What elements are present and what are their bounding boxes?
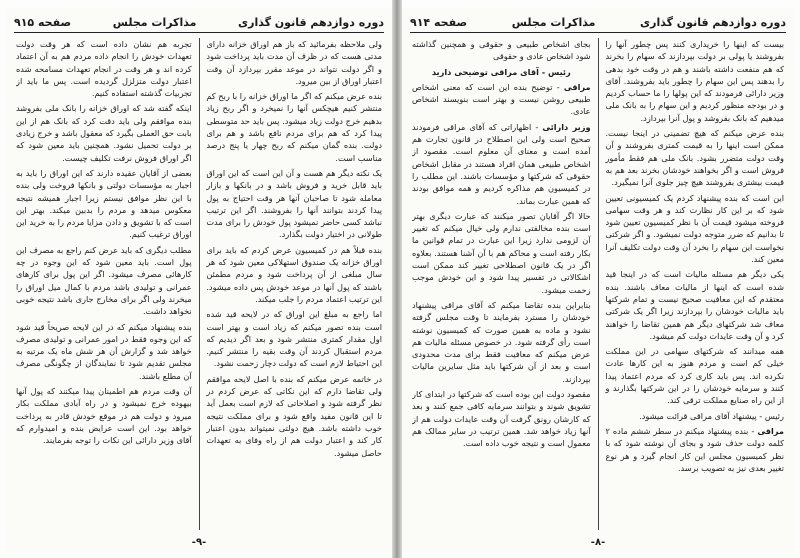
body-paragraph: اما راجع به مبلغ این اوراق که در لایحه قید شده است بنده تصور میکنم که زیاد است و بهتر است اول مقدار کمتری منتشر شود و بعد اگر دیدیم که مردم استقبال کردند آن وقت بقیه را منتشر کنیم. این احتیاط لازم است که دولت دچار زحمت نشود.	[206, 309, 382, 369]
body-paragraph: بنده پیشنهاد میکنم که در این لایحه صریحاً قید شود که این وجوه فقط در امور عمرانی و تولیدی مصرف خواهد شد و گزارش آن هر شش ماه یک مرتبه به مجلس تقدیم شود تا نمایندگان از چگونگی مصرف آن مطلع باشند.	[16, 321, 192, 381]
body-paragraph: بجای اشخاص طبیعی و حقوقی و همچنین گذاشته شود اشخاص عادی و حقوقی	[412, 39, 591, 62]
header-page-number: صفحه ۹۱۴	[410, 15, 468, 29]
speech-text: بنده پیشنهاد میکنم در سطر ششم ماده ۲ کلمه دولت حذف شود و بجای آن نوشته شود که با نظر کمیسیون مجلس این کار انجام گیرد و هر نوع تغییر بعدی نیز به تصویب برسد.	[605, 425, 784, 473]
body-paragraph: بنده عرض میکنم که هیچ تضمینی در اینجا نیست. ممکن است اینها را به قیمت کمتری بفروشند و آن وقت دولت متضرر بشود. بانک ملی هم فقط مأمور فروش است و اگر بخواهند خودشان بخرند بعد هم به قیمت بیشتری بفروشند هیچ چیز جلوی آنرا نمیگیرد.	[605, 128, 784, 188]
body-paragraph: در خاتمه عرض میکنم که بنده با اصل لایحه موافقم ولی تقاضا دارم که این نکاتی که عرض کردم در نظر گرفته شود و اصلاحاتی که لازم است بعمل آید تا این قانون مفید واقع شود و برای مملکت نتیجه خوب داشته باشد. هیچ دولتی نمیتواند بدون اعتبار کار کند و اعتبار دولت هم از راه وفای به تعهدات حاصل میشود.	[206, 373, 382, 458]
speaker-name: وزیر دارائی	[542, 121, 591, 132]
body-paragraph: یکی دیگر هم مسئله مالیات است که در اینجا قید شده است که اینها از مالیات معاف باشند. بنده معتقدم که این معافیت صحیح نیست و تمام شرکتها باید مالیات خودشان را بپردازند زیرا اگر یک شرکتی معاف شد شرکتهای دیگر هم همین تقاضا را خواهند کرد و آن وقت عایدات دولت کم میشود.	[605, 269, 784, 341]
header-title: مذاکرات مجلس	[112, 15, 197, 29]
body-paragraph: حالا اگر آقایان تصور میکنند که عبارت دیگری بهتر است بنده مخالفتی ندارم ولی خیال میکنم که تغییر آن لزومی ندارد زیرا این عبارت در تمام قوانین ما بکار رفته است و محاکم هم با آن آشنا هستند. بعلاوه اگر در یک قانون اصطلاحی تغییر کند ممکن است اشکالاتی در تفسیر پیدا شود و این خودش موجب زحمت میشود.	[412, 210, 591, 295]
header-title: مذاکرات مجلس	[511, 15, 596, 29]
page-body	[412, 38, 784, 530]
page-body	[16, 38, 382, 530]
header-series: دوره دوازدهم قانون گذاری	[238, 15, 384, 29]
text-column-left	[412, 38, 591, 530]
book-gutter	[392, 0, 402, 558]
speaker-name: مراقی	[757, 425, 784, 436]
body-paragraph: مطلب دیگری که باید عرض کنم راجع به مصرف این پول است. باید معین شود که این وجوه در چه کارهائی مصرف میشود. اگر این پول برای کارهای عمرانی و تولیدی باشد مردم با کمال میل اوراق را میخرند ولی اگر برای مخارج جاری باشد نتیجه خوبی نخواهد داشت.	[16, 244, 192, 317]
speaker-name: مراقی	[563, 81, 591, 92]
body-paragraph: ولی ملاحظه بفرمائید که باز هم اوراق خزانه دارای مدتی هست که در ظرف آن مدت باید پرداخت شود و اگر دولت نتواند در موعد مقرر بپردازد آن وقت اعتبار اوراق از بین میرود.	[206, 39, 382, 86]
speech-text: اظهاراتی که آقای مراقی فرمودند صحیح است ولی این اصطلاح در قانون تجارت هم آمده است و معنای آن معلوم است. مقصود از اشخاص طبیعی همان افراد هستند در مقابل اشخاص حقوقی که شرکتها و مؤسسات باشند. این مطلب را در کمیسیون هم مذاکره کردیم و همه موافق بودند که همین عبارت بماند.	[412, 121, 591, 206]
body-paragraph: مقصود دولت این بوده است که شرکتها در ابتدای کار تشویق شوند و بتوانند سرمایه کافی جمع کنند و بعد که کارشان رونق گرفت آن وقت عایدات دولت هم از آنها زیاد خواهد شد. همین ترتیب در سایر ممالک هم معمول است و نتیجه خوب داده است.	[412, 389, 591, 449]
body-paragraph: بنده قبلاً هم در کمیسیون عرض کردم که باید برای اوراق خزانه یک صندوق استهلاکی معین شود که هر سال مبلغی از آن پرداخت شود و مردم مطمئن باشند که پول آنها در موعد خودش پس داده میشود. این ترتیب اعتماد مردم را جلب میکند.	[206, 244, 382, 304]
header-page-number: صفحه ۹۱۵	[14, 15, 72, 29]
speech-paragraph: مراقی - توضیح بنده این است که معنی اشخاص طبیعی روشن نیست و بهتر است بنویسند اشخاص عادی.	[412, 81, 591, 117]
speech-paragraph: وزیر دارائی - اظهاراتی که آقای مراقی فرمودند صحیح است ولی این اصطلاح در قانون تجارت هم آمده است و معنای آن معلوم است. مقصود از اشخاص طبیعی همان افراد هستند در مقابل اشخاص حقوقی که شرکتها و مؤسسات باشند. این مطلب را در کمیسیون هم مذاکره کردیم و همه موافق بودند که همین عبارت بماند.	[412, 121, 591, 206]
body-paragraph: بعضی از آقایان عقیده دارند که این اوراق را باید به اجبار به مؤسسات دولتی و بانکها فروخت ولی بنده با این نظر موافق نیستم زیرا اجبار همیشه نتیجه معکوس میدهد و مردم را بدبین میکند. بهتر این است که با تشویق و دادن مزایا مردم را به خرید این اوراق ترغیب کنیم.	[16, 167, 192, 240]
body-paragraph: رئیس - پیشنهاد آقای مراقی قرائت میشود.	[639, 410, 784, 421]
body-paragraph: آن وقت مردم هم اطمینان پیدا میکنند که پول آنها بیهوده خرج نمیشود و در راه آبادی مملکت بکار میرود و دولت هم در موقع خودش قادر به پرداخت خواهد بود. این است عرایض بنده و امیدوارم که آقای وزیر دارائی این نکات را توجه بفرمایند.	[16, 386, 192, 446]
text-column-right	[206, 38, 382, 530]
page-footer-number: -۹-	[191, 537, 207, 548]
page-914	[402, 8, 794, 552]
column-divider	[598, 38, 599, 530]
page-915	[6, 8, 392, 552]
body-paragraph: تجربه هم نشان داده است که هر وقت دولت تعهدات خودش را انجام داده مردم هم به آن اعتماد کرده اند و هر وقت در انجام تعهدات مسامحه شده اعتبار دولت متزلزل گردیده است. پس ما باید از تجربیات گذشته استفاده کنیم.	[16, 39, 192, 99]
page-header	[14, 12, 384, 33]
header-series: دوره دوازدهم قانون گذاری	[640, 15, 786, 29]
speech-paragraph: مراقی - بنده پیشنهاد میکنم در سطر ششم ماده ۲ کلمه دولت حذف شود و بجای آن نوشته شود که با نظر کمیسیون مجلس این کار انجام گیرد و هر نوع تغییر بعدی نیز به تصویب برسد.	[605, 425, 784, 473]
body-paragraph: اینکه گفته شد که اوراق خزانه را بانک ملی بفروشد بنده موافقم ولی باید دقت کرد که بانک هم از این بابت حق العملی بگیرد که معقول باشد و خرج زیادی بر دولت تحمیل نشود. همچنین باید معین شود که اگر اوراق فروش نرفت تکلیف چیست.	[16, 103, 192, 163]
body-paragraph: این است که بنده پیشنهاد کردم یک کمیسیونی تعیین شود که بر این کار نظارت کند و هر وقت سهامی فروخته میشود قیمت آن با نظر کمیسیون تعیین شود تا بدانیم که ضرر متوجه دولت نمیشود. و اگر شرکتی نخواست این سهام را بخرد آن وقت دولت تکلیف آنرا معین کند.	[605, 192, 784, 265]
body-paragraph: یک نکته دیگر هم هست و آن این است که این اوراق باید قابل خرید و فروش باشد و در بانکها و بازار معامله شود تا صاحبان آنها هر وقت احتیاج به پول پیدا کردند بتوانند آنها را بفروشند. اگر این ترتیب نباشد کسی حاضر نمیشود پول خودش را برای مدت طولانی در اختیار دولت بگذارد.	[206, 167, 382, 240]
body-paragraph: بیست که اینها را خریداری کنند پس چطور آنها را بفروشند یا پولی بر دولت بپردازند که سهام را بخرند که هم منفعت داشته باشند و هم در وقت خود بدهی را بدهند پس این سهام را چطور باید بفروشند. آقای وزیر دارائی فرمودند که این پولها را ما حساب کردیم و در بودجه منظور کردیم و این سهام را به بانک ملی میدهیم که بانک بفروشد و پول آنرا بپردازد.	[605, 39, 784, 123]
body-paragraph: بنابراین بنده تقاضا میکنم که آقای مراقی پیشنهاد خودشان را مسترد بفرمایند تا وقت مجلس گرفته نشود و ماده به همین صورت که کمیسیون نوشته است رأی گرفته شود. در خصوص مسئله مالیات هم عرض میکنم که معافیت فقط برای مدت محدودی است و بعد از آن شرکتها باید مثل سایرین مالیات بپردازند.	[412, 299, 591, 384]
speech-text: توضیح بنده این است که معنی اشخاص طبیعی روشن نیست و بهتر است بنویسند اشخاص عادی.	[412, 81, 591, 117]
speaker-heading: رئیس - آقای مراقی توضیحی دارید	[431, 66, 571, 77]
page-footer-number: -۸-	[590, 537, 606, 548]
body-paragraph: بنده عرض میکنم که اگر ما اوراق خزانه را با ربح کم منتشر کنیم هیچکس آنها را نمیخرد و اگر ربح زیاد بدهیم خرج دولت زیاد میشود. پس باید حد متوسطی پیدا کرد که هم برای مردم نافع باشد و هم برای دولت. بنده گمان میکنم که ربح چهار یا پنج درصد مناسب است.	[206, 91, 382, 163]
column-divider	[199, 38, 200, 530]
body-paragraph: همه میدانند که شرکتهای سهامی در این مملکت خیلی کم است و مردم هنوز به این کارها عادت نکرده اند. پس باید کاری کرد که مردم اعتماد پیدا کنند و سرمایه خودشان را در این شرکتها بگذارند و از این راه صنایع مملکت ترقی کند.	[605, 346, 784, 406]
page-header	[410, 12, 786, 33]
text-column-right	[605, 38, 784, 530]
text-column-left	[16, 38, 192, 530]
